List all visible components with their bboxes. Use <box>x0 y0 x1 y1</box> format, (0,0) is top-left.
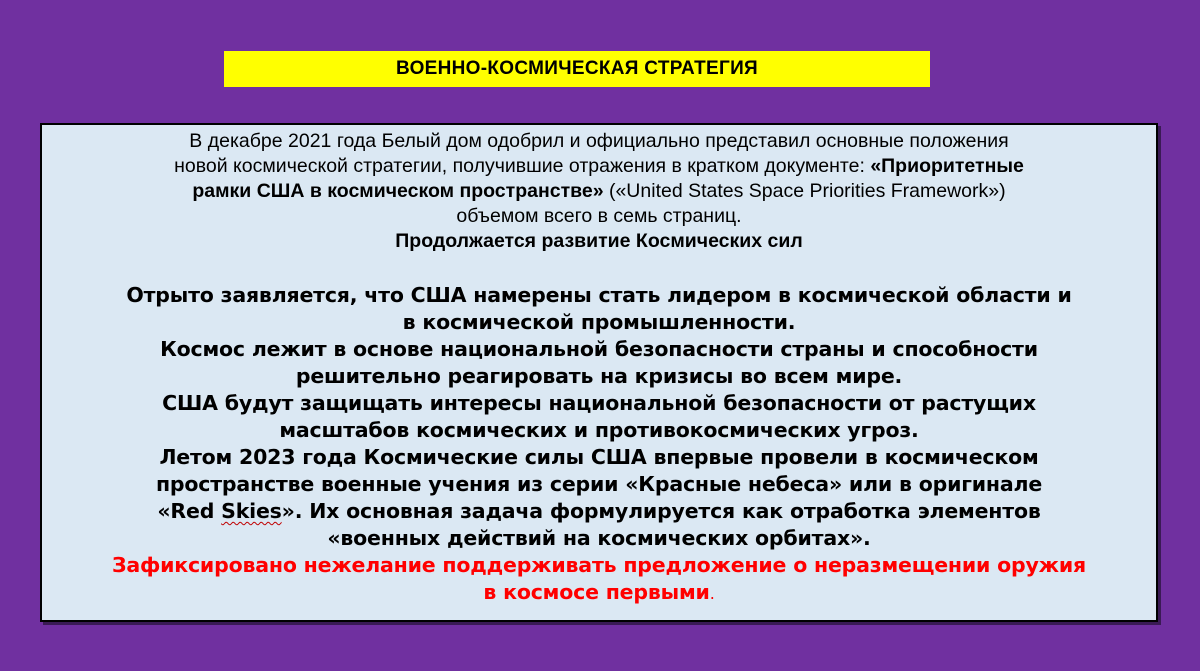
intro-line-4: объемом всего в семь страниц. <box>456 205 742 227</box>
statement-leadership-line-1: Отрыто заявляется, что США намерены стать лидером в космической области и <box>126 283 1072 307</box>
statement-leadership <box>62 282 1136 336</box>
statement-red-skies-line-2: пространстве военные учения из серии «Красные небеса» или в оригинале <box>155 472 1043 496</box>
statement-defense <box>62 390 1136 444</box>
statement-red-skies <box>62 444 1136 552</box>
statement-red-skies-line-3-open: «Red <box>157 499 222 523</box>
statement-red-skies-line-1: Летом 2023 года Космические силы США впервые провели в космическом <box>159 445 1039 469</box>
doc-title-part-2: рамки США в космическом пространстве» <box>192 180 604 202</box>
warning-period: . <box>709 584 715 603</box>
warning-line-1: Зафиксировано нежелание поддерживать предложение о неразмещении оружия <box>111 553 1087 577</box>
statement-security-line-1: Космос лежит в основе национальной безопасности страны и способности <box>160 337 1038 361</box>
statement-red-skies-line-4: «военных действий на космических орбитах». <box>327 526 871 550</box>
statement-security <box>62 336 1136 390</box>
doc-original-title: («United States Space Priorities Framework») <box>603 180 1006 202</box>
section-heading: Продолжается развитие Космических сил <box>395 230 803 252</box>
statement-defense-line-2: масштабов космических и противокосмических угроз. <box>279 418 919 442</box>
intro-paragraph <box>62 129 1136 229</box>
spellcheck-word-skies: Skies <box>221 499 282 523</box>
title-banner <box>224 51 930 87</box>
warning-statement <box>62 552 1136 607</box>
intro-line-2: новой космической стратегии, получившие отражения в кратком документе: <box>174 155 871 177</box>
statement-red-skies-line-3-rest: ». Их основная задача формулируется как отработка элементов <box>281 499 1041 523</box>
statement-security-line-2: решительно реагировать на кризисы во всем мире. <box>295 364 903 388</box>
slide-title: ВОЕННО-КОСМИЧЕСКАЯ СТРАТЕГИЯ <box>396 58 758 79</box>
statement-defense-line-1: США будут защищать интересы национальной безопасности от растущих <box>162 391 1036 415</box>
intro-line-1: В декабре 2021 года Белый дом одобрил и официально представил основные положения <box>189 130 1009 152</box>
doc-title-part-1: «Приоритетные <box>870 155 1024 177</box>
statement-leadership-line-2: в космической промышленности. <box>402 310 796 334</box>
spacer <box>62 254 1136 282</box>
warning-line-2: в космосе первыми <box>483 580 710 604</box>
content-box <box>40 123 1158 622</box>
